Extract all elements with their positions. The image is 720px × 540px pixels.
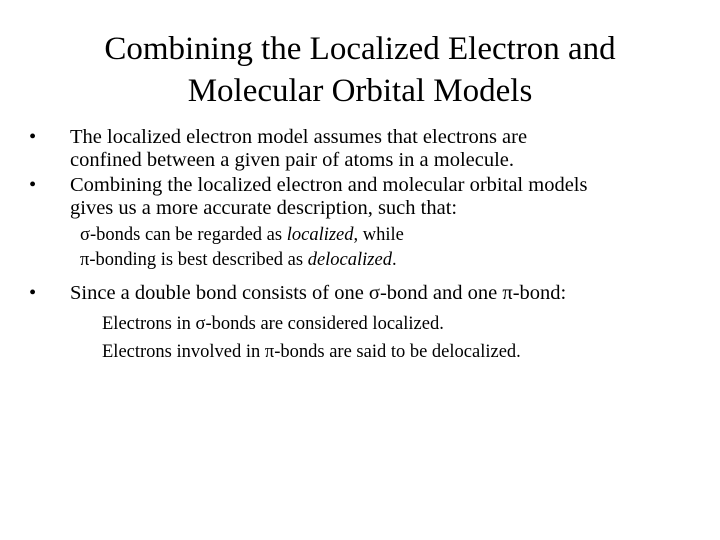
sub-item-text: . (391, 250, 397, 270)
bullet-3-line-1: Since a double bond consists of one σ-bond and one π-bond: (70, 282, 567, 304)
sub-item-pi-electrons: Electrons involved in π-bonds are said to be delocalized. (102, 342, 521, 362)
sub-item-text: σ-bonds can be regarded as (80, 225, 287, 245)
emphasis-delocalized: delocalized (307, 250, 392, 270)
bullet-list (26, 126, 706, 366)
bullet-item-double-bond (26, 281, 706, 305)
bullet-2-line-1: Combining the localized electron and molecular orbital models (70, 174, 588, 196)
bullet-1-line-2: confined between a given pair of atoms in a molecule. (70, 149, 515, 171)
bullet-1-line-1: The localized electron model assumes that electrons are (70, 126, 528, 148)
sub-item-text: π-bonding is best described as (80, 250, 308, 270)
slide-title (40, 28, 680, 112)
sub-list-electrons (26, 310, 706, 366)
sub-item-text: , while (353, 225, 404, 245)
sub-item-pi-bonding (80, 248, 706, 273)
sub-item-sigma-bonds (80, 223, 706, 248)
bullet-item-combining-models (26, 174, 706, 220)
emphasis-localized: localized (286, 225, 354, 245)
title-line-2: Molecular Orbital Models (187, 73, 533, 109)
bullet-item-localized-model (26, 126, 706, 172)
title-line-1: Combining the Localized Electron and (104, 31, 616, 67)
sub-item-sigma-electrons: Electrons in σ-bonds are considered localized. (102, 314, 444, 334)
bullet-icon: • (29, 282, 37, 304)
bullet-2-line-2: gives us a more accurate description, such that: (70, 197, 458, 219)
sub-list-sigma-pi (26, 223, 706, 273)
bullet-icon: • (29, 174, 37, 196)
bullet-icon: • (29, 126, 37, 148)
